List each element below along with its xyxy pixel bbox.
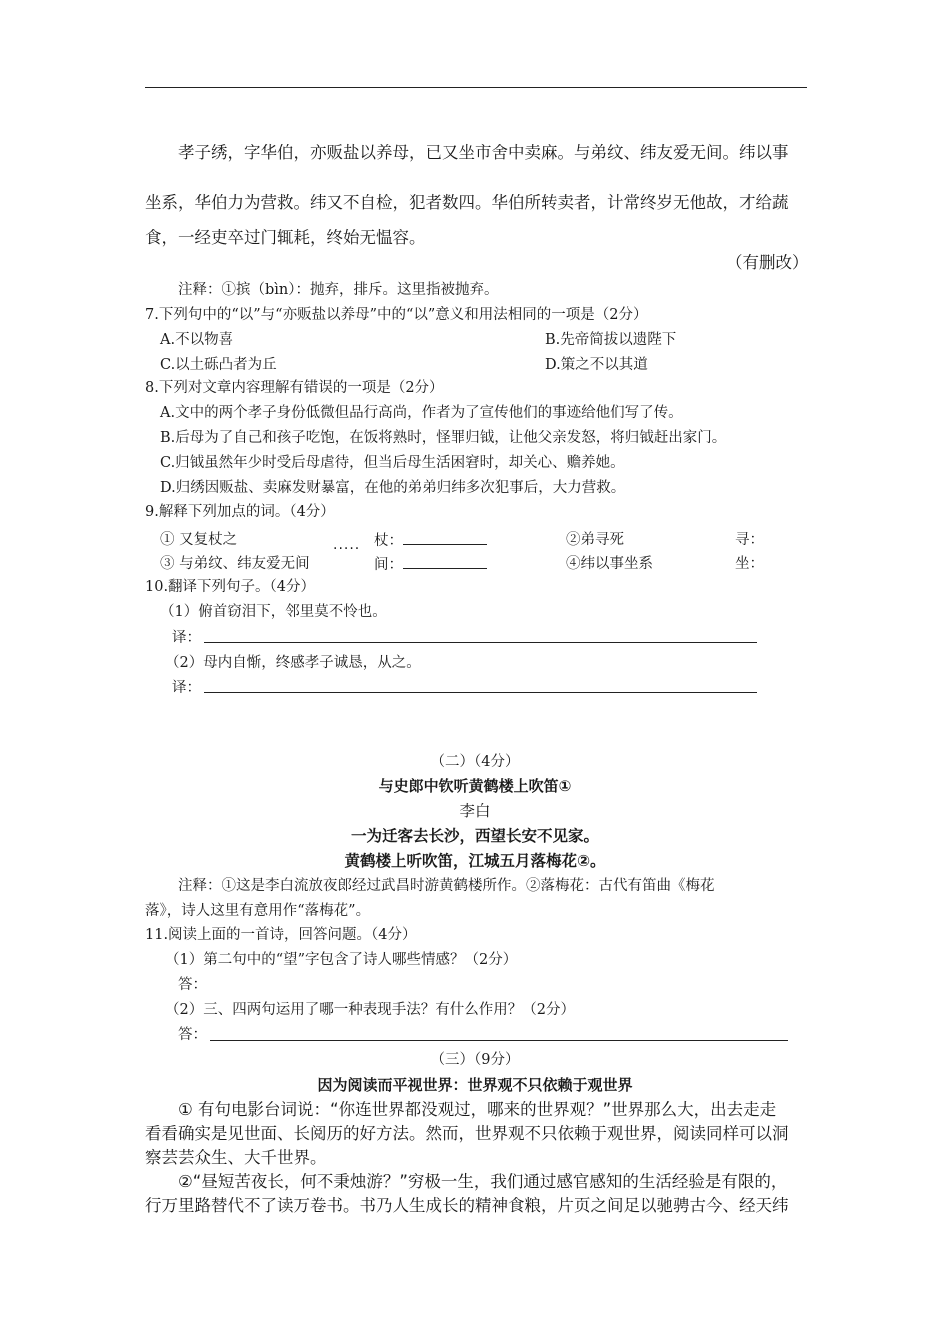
source-note: （有删改）: [726, 253, 809, 272]
q7-option-c: C.以土砾凸者为丘: [160, 357, 277, 373]
q9-item-1: ① 又复杖之: [160, 532, 238, 548]
article-line: 行万里路替代不了读万卷书。书乃人生成长的精神食粮，片页之间足以驰骋古今、经天纬: [145, 1196, 789, 1215]
answer-label: 答：: [178, 977, 207, 993]
q9-item-3-word: 间：: [374, 554, 487, 575]
question-11-stem: 11.阅读上面的一首诗，回答问题。（4分）: [145, 927, 417, 943]
article-title: 因为阅读而平视世界：世界观不只依赖于观世界: [317, 1076, 633, 1094]
article-line: ① 有句电影台词说：“你连世界都没观过，哪来的世界观？”世界那么大，出去走走: [178, 1100, 777, 1119]
poem-note: 落》，诗人这里有意用作“落梅花”。: [145, 903, 371, 919]
q8-option-d: D.归绣因贩盐、卖麻发财暴富，在他的弟弟归纬多次犯事后，大力营救。: [160, 480, 626, 496]
q10-sentence-1: （1）俯首窃泪下，邻里莫不怜也。: [160, 604, 387, 620]
article-line: 察芸芸众生、大千世界。: [145, 1148, 327, 1167]
section-3-heading: （三）（9分）: [430, 1052, 520, 1068]
poem-verse: 一为迁客去长沙，西望长安不见家。: [350, 827, 599, 845]
q7-option-b: B.先帝简拔以遗陛下: [545, 332, 677, 348]
q8-option-b: B.后母为了自己和孩子吃饱，在饭将熟时，怪罪归钺，让他父亲发怒，将归钺赶出家门。: [160, 430, 727, 446]
question-9-stem: 9.解释下列加点的词。（4分）: [145, 504, 335, 520]
answer-label: 答：: [178, 1027, 207, 1043]
q7-option-a: A.不以物喜: [160, 332, 234, 348]
question-8-stem: 8.下列对文章内容理解有错误的一项是（2分）: [145, 380, 444, 396]
q9-item-1-word: 杖：: [374, 530, 487, 551]
q9-item-4: ④纬以事坐系: [566, 556, 653, 572]
q10-sentence-2: （2）母内自惭，终感孝子诚恳，从之。: [165, 655, 421, 671]
q9-item-2: ②弟寻死: [566, 532, 624, 548]
article-line: ②“昼短苦夜长，何不秉烛游？”穷极一生，我们通过感官感知的生活经验是有限的，: [178, 1172, 788, 1191]
q11-sub-1: （1）第二句中的“望”字包含了诗人哪些情感？（2分）: [165, 952, 518, 968]
poem-author: 李白: [459, 802, 491, 820]
emphasis-dots: .....: [333, 537, 361, 553]
poem-verse: 黄鹤楼上听吹笛，江城五月落梅花②。: [344, 852, 606, 870]
answer-line: [204, 692, 757, 693]
translate-label: 译：: [172, 630, 201, 646]
answer-line: [204, 642, 757, 643]
q9-item-2-word: 寻：: [735, 532, 764, 548]
poem-title: 与史郎中钦听黄鹤楼上吹笛①: [378, 777, 572, 795]
q7-option-d: D.策之不以其道: [545, 357, 648, 373]
article-line: 看看确实是见世面、长阅历的好方法。然而，世界观不只依赖于观世界，阅读同样可以洞: [145, 1124, 789, 1143]
poem-note: 注释：①这是李白流放夜郎经过武昌时游黄鹤楼所作。②落梅花：古代有笛曲《梅花: [178, 878, 715, 894]
q11-sub-2: （2）三、四两句运用了哪一种表现手法？有什么作用？（2分）: [165, 1002, 575, 1018]
section-2-heading: （二）（4分）: [430, 754, 520, 770]
passage-line: 食，一经吏卒过门辄耗，终始无愠容。: [145, 228, 426, 247]
q9-item-4-word: 坐：: [735, 556, 764, 572]
q8-option-c: C.归钺虽然年少时受后母虐待，但当后母生活困窘时，却关心、赡养她。: [160, 455, 625, 471]
answer-line: [210, 1040, 788, 1041]
q8-option-a: A.文中的两个孝子身份低微但品行高尚，作者为了宣传他们的事迹给他们写了传。: [160, 405, 683, 421]
header-rule: [145, 87, 807, 88]
annotation: 注释：①摈（bìn）：抛弃，排斥。这里指被抛弃。: [178, 282, 499, 298]
q9-item-3: ③ 与弟纹、纬友爱无间: [160, 556, 310, 572]
translate-label: 译：: [172, 680, 201, 696]
passage-line: 坐系，华伯力为营救。纬又不自检，犯者数四。华伯所转卖者，计常终岁无他故，才给蔬: [145, 193, 789, 212]
passage-line: 孝子绣，字华伯，亦贩盐以养母，已又坐市舍中卖麻。与弟纹、纬友爱无间。纬以事: [178, 143, 789, 162]
question-7-stem: 7.下列句中的“以”与“亦贩盐以养母”中的“以”意义和用法相同的一项是（2分）: [145, 307, 648, 323]
question-10-stem: 10.翻译下列句子。（4分）: [145, 579, 316, 595]
